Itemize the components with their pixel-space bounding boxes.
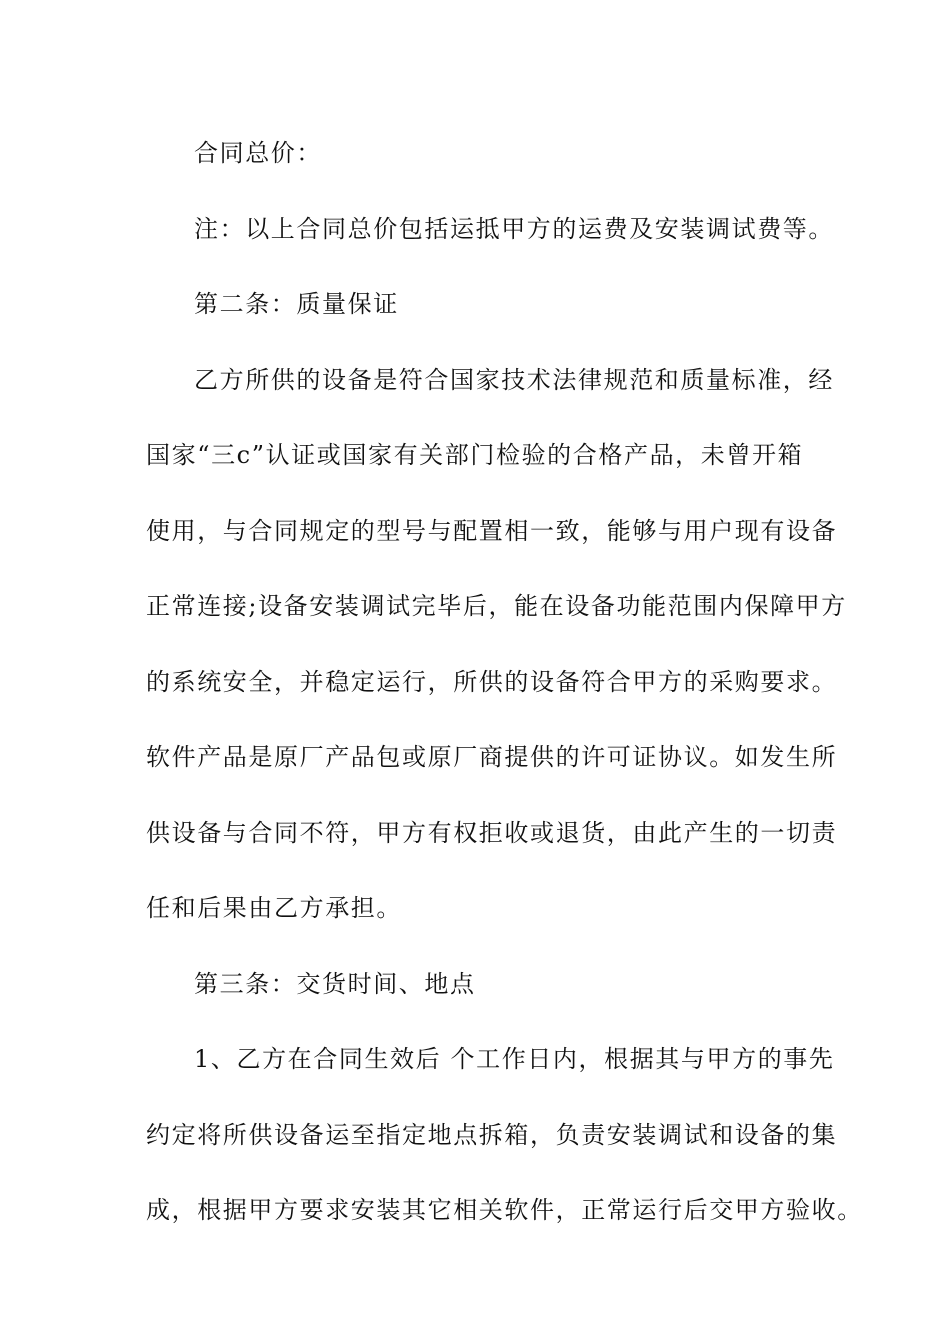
quality-paragraph-line-3: 使用，与合同规定的型号与配置相一致，能够与用户现有设备 — [146, 516, 838, 545]
article-three-heading: 第三条：交货时间、地点 — [194, 969, 476, 998]
document-body — [146, 130, 863, 1263]
quality-paragraph-line-4: 正常连接;设备安装调试完毕后，能在设备功能范围内保障甲方 — [146, 592, 847, 620]
contract-total-price-label: 合同总价： — [194, 139, 322, 167]
quality-paragraph-line-2: 国家“三c”认证或国家有关部门检验的合格产品，未曾开箱 — [146, 441, 804, 469]
delivery-paragraph-line-3: 成，根据甲方要求安装其它相关软件，正常运行后交甲方验收。 — [146, 1196, 863, 1224]
quality-paragraph-line-5: 的系统安全，并稳定运行，所供的设备符合甲方的采购要求。 — [146, 667, 838, 696]
price-note: 注：以上合同总价包括运抵甲方的运费及安装调试费等。 — [194, 214, 834, 243]
quality-paragraph-line-7: 供设备与合同不符，甲方有权拒收或退货，由此产生的一切责 — [146, 818, 838, 847]
quality-paragraph-line-6: 软件产品是原厂产品包或原厂商提供的许可证协议。如发生所 — [146, 743, 838, 771]
delivery-paragraph-line-1: 1、乙方在合同生效后 个工作日内，根据其与甲方的事先 — [194, 1045, 835, 1073]
delivery-paragraph-line-2: 约定将所供设备运至指定地点拆箱，负责安装调试和设备的集 — [146, 1120, 838, 1149]
article-two-heading: 第二条：质量保证 — [194, 290, 399, 318]
quality-paragraph-line-8: 任和后果由乙方承担。 — [146, 894, 402, 922]
quality-paragraph-line-1: 乙方所供的设备是符合国家技术法律规范和质量标准，经 — [194, 365, 834, 394]
